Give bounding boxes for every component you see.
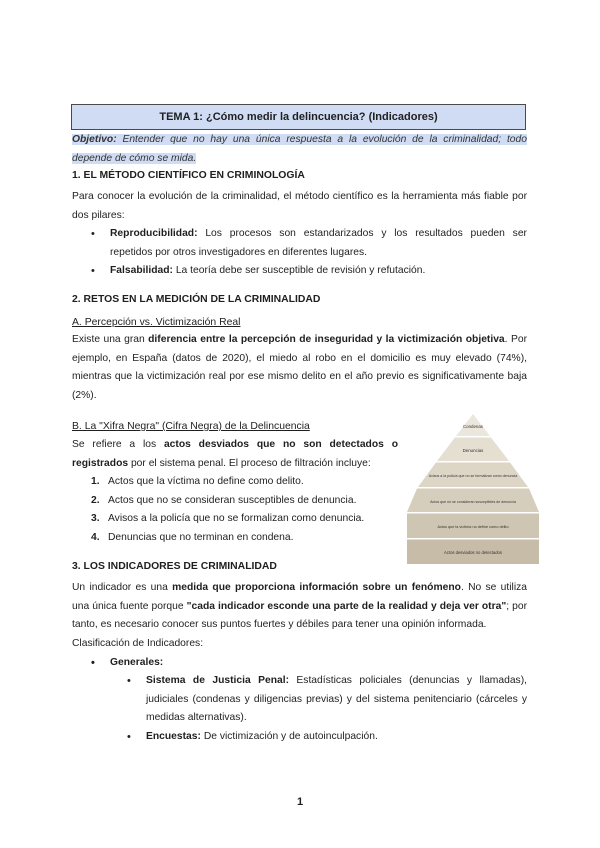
dark-figure-pyramid-diagram	[405, 412, 541, 566]
pyramid-label: Avisos a la policía que no se formalizan como denuncia	[428, 474, 518, 478]
pyramid-label: Denuncias	[462, 448, 484, 453]
section1-bullet-list	[110, 225, 527, 281]
list-item: • Encuestas: De victimización y de autoinculpación.	[146, 728, 527, 747]
indicator-general-list	[110, 654, 527, 673]
list-item: 1. Actos que la víctima no define como delito.	[91, 476, 304, 487]
subsection-b-paragraph: Se refiere a los actos desviados que no son detectados o registrados por el sistema penal. El proceso de filtración incluye:	[72, 439, 398, 469]
classification-label: Clasificación de Indicadores:	[72, 638, 204, 649]
list-item: • Reproducibilidad: Los procesos son estandarizados y los resultados pueden ser repetidos por otros investigadores en diferentes lugares.	[110, 225, 527, 262]
subsection-a-heading: A. Percepción vs. Victimización Real	[72, 317, 241, 328]
objective-paragraph	[72, 131, 527, 168]
section1-heading: 1. EL MÉTODO CIENTÍFICO EN CRIMINOLOGÍA	[72, 170, 305, 181]
subsection-b-heading: B. La "Xifra Negra" (Cifra Negra) de la Delincuencia	[72, 421, 310, 432]
objective-text: Entender que no hay una única respuesta a la evolución de la criminalidad; todo depende de cómo se mida.	[72, 134, 527, 164]
subsection-a-paragraph: Existe una gran diferencia entre la percepción de inseguridad y la victimización objetiva. Por ejemplo, en España (datos de 2020), el miedo al robo en el domicilio es muy elevado (74%), mientras que la victimización real por ese mismo delito en el año previo es significativamente baja (2%).	[72, 334, 527, 401]
pyramid-label: Actos que no se consideran susceptibles de denuncia	[430, 500, 516, 504]
section3-heading: 3. LOS INDICADORES DE CRIMINALIDAD	[72, 561, 277, 572]
topic-title: TEMA 1: ¿Cómo medir la delincuencia? (Indicadores)	[71, 104, 526, 130]
section2-heading: 2. RETOS EN LA MEDICIÓN DE LA CRIMINALIDAD	[72, 294, 321, 305]
list-item: 2. Actos que no se consideran susceptibles de denuncia.	[91, 494, 357, 506]
list-item: • Generales:	[110, 654, 527, 673]
pyramid-label: Actos que la víctima no define como delito	[437, 525, 509, 529]
section3-paragraph: Un indicador es una medida que proporciona información sobre un fenómeno. No se utiliza una única fuente porque "cada indicador esconde una parte de la realidad y deja ver otra"; por tanto, es necesario conocer sus puntos fuertes y débiles para tener una opinión informada.	[72, 582, 527, 631]
list-item: • Falsabilidad: La teoría debe ser susceptible de revisión y refutación.	[110, 262, 527, 281]
pyramid-label: Actos desviados no detectados	[444, 550, 502, 555]
section1-intro: Para conocer la evolución de la criminalidad, el método científico es la herramienta más fiable por dos pilares:	[72, 191, 527, 221]
filtration-steps	[72, 473, 364, 547]
list-item: 3. Avisos a la policía que no se formalizan como denuncia.	[91, 513, 365, 525]
page-number: 1	[296, 796, 304, 808]
list-item: 4. Denuncias que no terminan en condena.	[91, 531, 294, 543]
list-item: • Sistema de Justicia Penal: Estadísticas policiales (denuncias y llamadas), judiciales (condenas y diligencias previas) y del sistema penitenciario (cárceles y medidas alternativas).	[146, 672, 527, 728]
indicator-sub-list	[146, 672, 527, 746]
objective-label: Objetivo:	[72, 134, 117, 145]
pyramid-label: Condenas	[462, 424, 484, 429]
